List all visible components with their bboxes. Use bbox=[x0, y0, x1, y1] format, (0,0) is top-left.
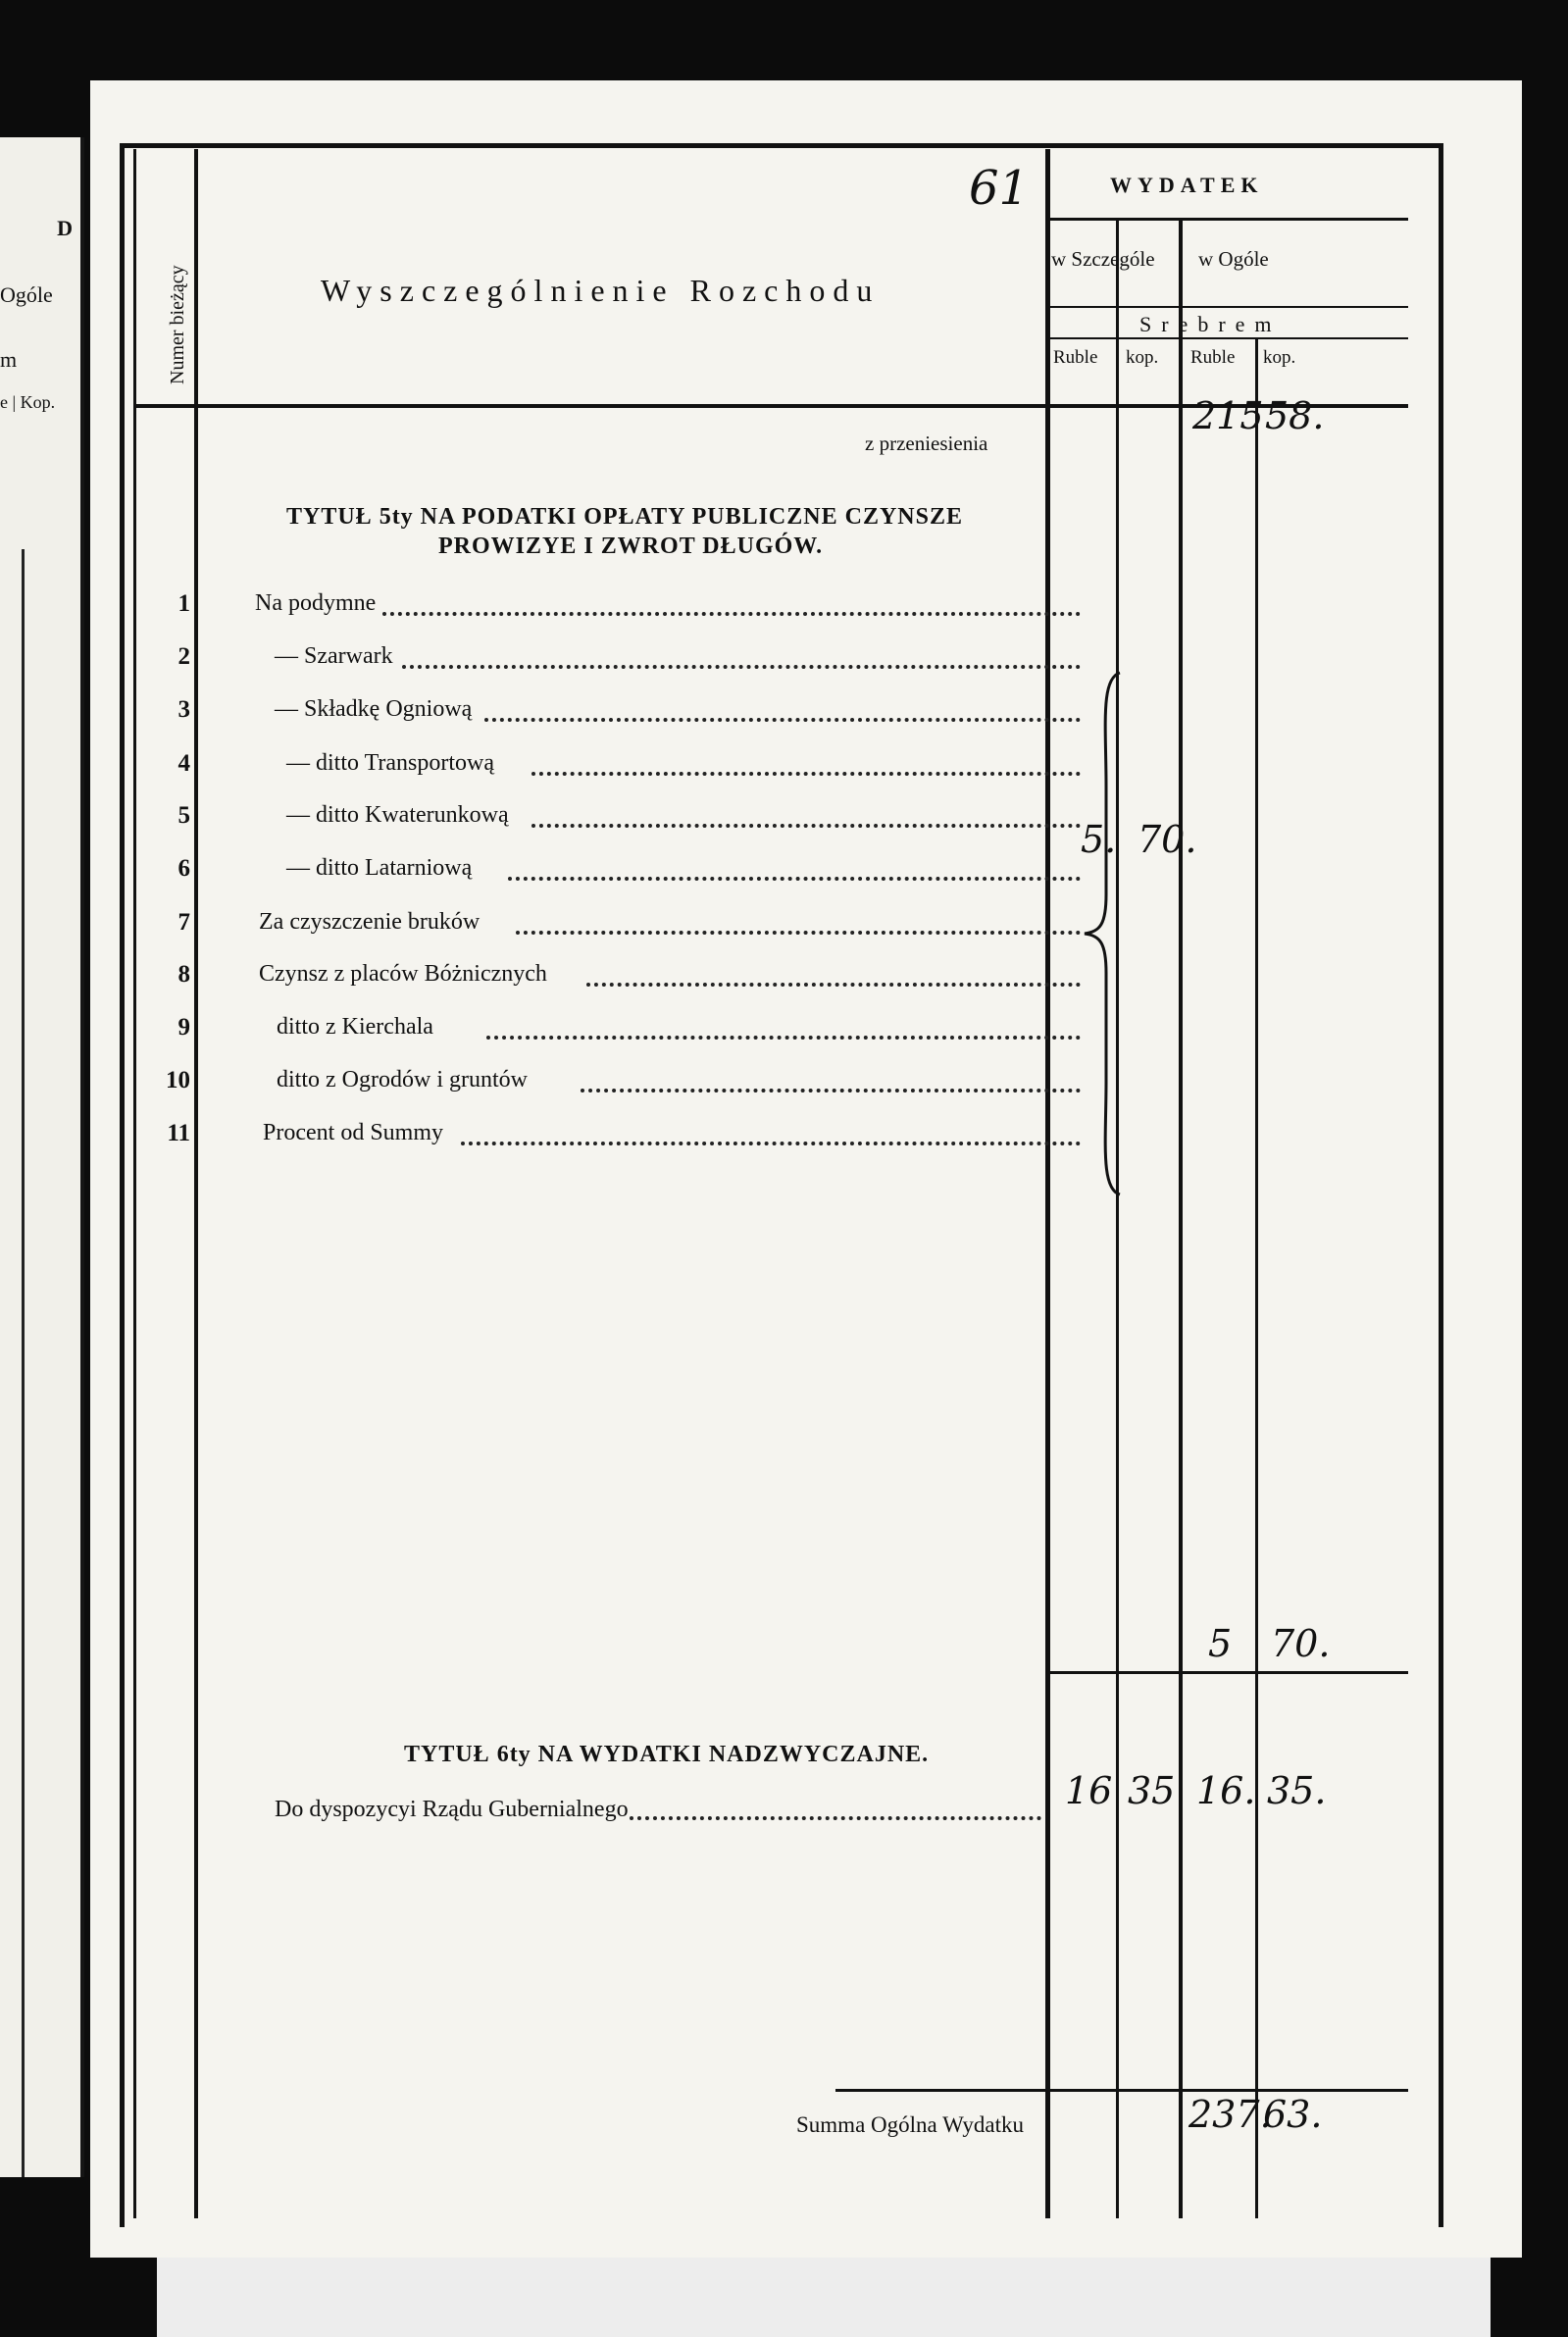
dot-leader bbox=[516, 931, 1081, 935]
row-text: Na podymne bbox=[255, 590, 377, 616]
section6-detail-ruble: 16 bbox=[1065, 1769, 1113, 1812]
scan-bottom-strip bbox=[157, 2246, 1491, 2337]
kop-header-2: kop. bbox=[1263, 347, 1296, 368]
summary-kop: 63. bbox=[1263, 2093, 1323, 2136]
srebrem-rule bbox=[1047, 337, 1408, 339]
section6-title: TYTUŁ 6ty NA WYDATKI NADZWYCZAJNE. bbox=[404, 1742, 930, 1767]
row-text: Czynsz z placów Bóżnicznych bbox=[259, 961, 547, 987]
dot-leader bbox=[531, 824, 1081, 828]
carry-over-ruble: 215 bbox=[1192, 394, 1264, 437]
carry-over-kop: 58. bbox=[1265, 394, 1325, 437]
ledger-frame bbox=[120, 143, 1443, 2227]
w-ogole-header: w Ogóle bbox=[1198, 247, 1269, 271]
row-text: — ditto Latarniową bbox=[286, 855, 473, 881]
row-number: 5 bbox=[177, 802, 190, 829]
prev-ogole: Ogóle bbox=[0, 282, 53, 307]
prev-header-letter: D bbox=[57, 216, 73, 240]
row-text: Za czyszczenie bruków bbox=[259, 909, 481, 935]
prev-kop: e | Kop. bbox=[0, 392, 56, 412]
dot-leader bbox=[461, 1142, 1081, 1145]
dot-leader bbox=[484, 718, 1081, 722]
row-number: 8 bbox=[177, 961, 190, 988]
page-number: 61 bbox=[969, 161, 1030, 216]
dot-leader bbox=[486, 1036, 1081, 1040]
wydatek-rule bbox=[1047, 218, 1408, 221]
section6-total-ruble: 16. bbox=[1196, 1769, 1256, 1812]
prev-m: m bbox=[0, 347, 18, 372]
row-text: — ditto Transportową bbox=[286, 750, 495, 776]
row-number: 9 bbox=[177, 1014, 190, 1041]
number-column-rule bbox=[194, 149, 198, 2218]
dot-leader bbox=[508, 877, 1081, 881]
prev-rule bbox=[22, 549, 25, 2177]
dot-leader bbox=[531, 772, 1081, 776]
summary-label: Summa Ogólna Wydatku bbox=[796, 2112, 1024, 2137]
section6-total-kop: 35. bbox=[1267, 1769, 1327, 1812]
subheader-rule bbox=[1047, 306, 1408, 308]
wydatek-header: WYDATEK bbox=[1110, 173, 1264, 197]
row-text: — ditto Kwaterunkową bbox=[286, 802, 509, 828]
row-text: — Szarwark bbox=[275, 643, 393, 669]
dot-leader bbox=[586, 983, 1081, 987]
summary-ruble: 237. bbox=[1189, 2093, 1272, 2136]
row-number: 4 bbox=[177, 750, 190, 777]
amount-column-left-rule bbox=[1045, 149, 1050, 2218]
frame-inner-line bbox=[133, 149, 136, 2218]
ledger-page bbox=[90, 80, 1522, 2258]
section5-total-rule bbox=[1047, 1671, 1408, 1674]
section5-total-kop: 70. bbox=[1271, 1622, 1331, 1665]
dot-leader bbox=[581, 1089, 1081, 1092]
row-number: 10 bbox=[166, 1067, 190, 1093]
section5-detail-kop: 70. bbox=[1138, 818, 1197, 861]
grouping-brace bbox=[1081, 669, 1139, 1198]
srebrem-header: Srebrem bbox=[1139, 312, 1282, 336]
carry-over-label: z przeniesienia bbox=[865, 432, 988, 455]
row-text: — Składkę Ogniową bbox=[275, 696, 473, 722]
section5-title-line2: PROWIZYE I ZWROT DŁUGÓW. bbox=[438, 533, 824, 559]
section5-detail-ruble: 5. bbox=[1081, 818, 1117, 861]
dot-leader bbox=[382, 612, 1081, 616]
section6-dot-leader bbox=[630, 1816, 1041, 1820]
row-number: 7 bbox=[177, 909, 190, 936]
row-text: Procent od Summy bbox=[263, 1120, 443, 1145]
dot-leader bbox=[402, 665, 1081, 669]
previous-page-edge bbox=[0, 137, 84, 2177]
ruble-header-1: Ruble bbox=[1053, 347, 1098, 368]
section5-total-ruble: 5 bbox=[1208, 1622, 1233, 1665]
row-number: 1 bbox=[177, 590, 190, 617]
w-szczegole-header: w Szczególe bbox=[1051, 247, 1155, 271]
ruble-header-2: Ruble bbox=[1190, 347, 1236, 368]
ogole-ruble-kop-rule bbox=[1255, 337, 1258, 2218]
summary-rule bbox=[835, 2089, 1408, 2092]
section6-detail-kop: 35 bbox=[1128, 1769, 1176, 1812]
numer-biezacy-header: Numer bieżący bbox=[167, 265, 188, 384]
section5-title-line1: TYTUŁ 5ty NA PODATKI OPŁATY PUBLICZNE CZYNSZE bbox=[286, 504, 963, 530]
row-number: 3 bbox=[177, 696, 190, 723]
row-text: ditto z Kierchala bbox=[277, 1014, 433, 1040]
kop-header-1: kop. bbox=[1126, 347, 1159, 368]
rozchod-title: Wyszczególnienie Rozchodu bbox=[321, 273, 881, 308]
szczegole-ruble-kop-rule bbox=[1116, 218, 1119, 2218]
row-number: 6 bbox=[177, 855, 190, 882]
szczegole-ogole-rule bbox=[1179, 218, 1183, 2218]
row-number: 11 bbox=[167, 1120, 190, 1146]
row-text: ditto z Ogrodów i gruntów bbox=[277, 1067, 528, 1092]
row-number: 2 bbox=[177, 643, 190, 670]
section6-row-text: Do dyspozycyi Rządu Gubernialnego bbox=[275, 1797, 629, 1822]
